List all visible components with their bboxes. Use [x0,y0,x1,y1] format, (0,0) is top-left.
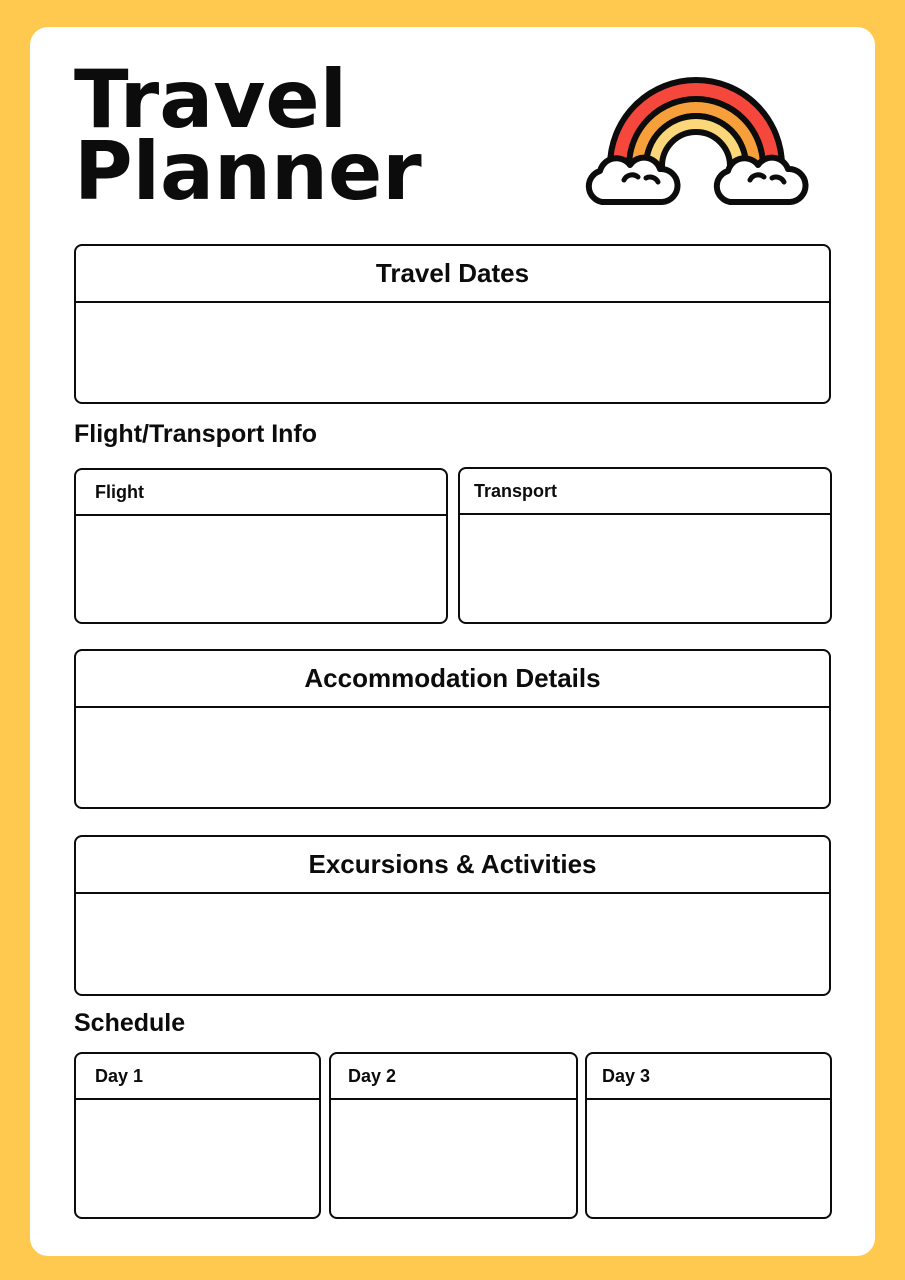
day-3-header: Day 3 [587,1054,830,1100]
flight-header: Flight [76,470,446,516]
accommodation-box [74,649,831,809]
transport-header: Transport [460,469,830,515]
schedule-label: Schedule [74,1009,186,1037]
accommodation-header: Accommodation Details [76,651,829,708]
travel-dates-field[interactable] [76,303,829,402]
day-2-box [329,1052,578,1219]
excursions-header: Excursions & Activities [76,837,829,894]
flight-box [74,468,448,624]
flight-transport-label: Flight/Transport Info [74,420,318,448]
day-3-field[interactable] [587,1100,830,1217]
rainbow-icon [582,74,810,210]
title-line-2: Planner [74,125,422,218]
travel-dates-header: Travel Dates [76,246,829,303]
day-1-box [74,1052,321,1219]
day-1-field[interactable] [76,1100,319,1217]
travel-dates-box [74,244,831,404]
day-3-box [585,1052,832,1219]
page-title [74,53,422,218]
title-line-1: Travel [74,53,348,146]
day-1-header: Day 1 [76,1054,319,1100]
excursions-field[interactable] [76,894,829,994]
flight-field[interactable] [76,516,446,622]
excursions-box [74,835,831,996]
day-2-field[interactable] [331,1100,576,1217]
accommodation-field[interactable] [76,708,829,807]
day-2-header: Day 2 [331,1054,576,1100]
transport-box [458,467,832,624]
transport-field[interactable] [460,515,830,622]
